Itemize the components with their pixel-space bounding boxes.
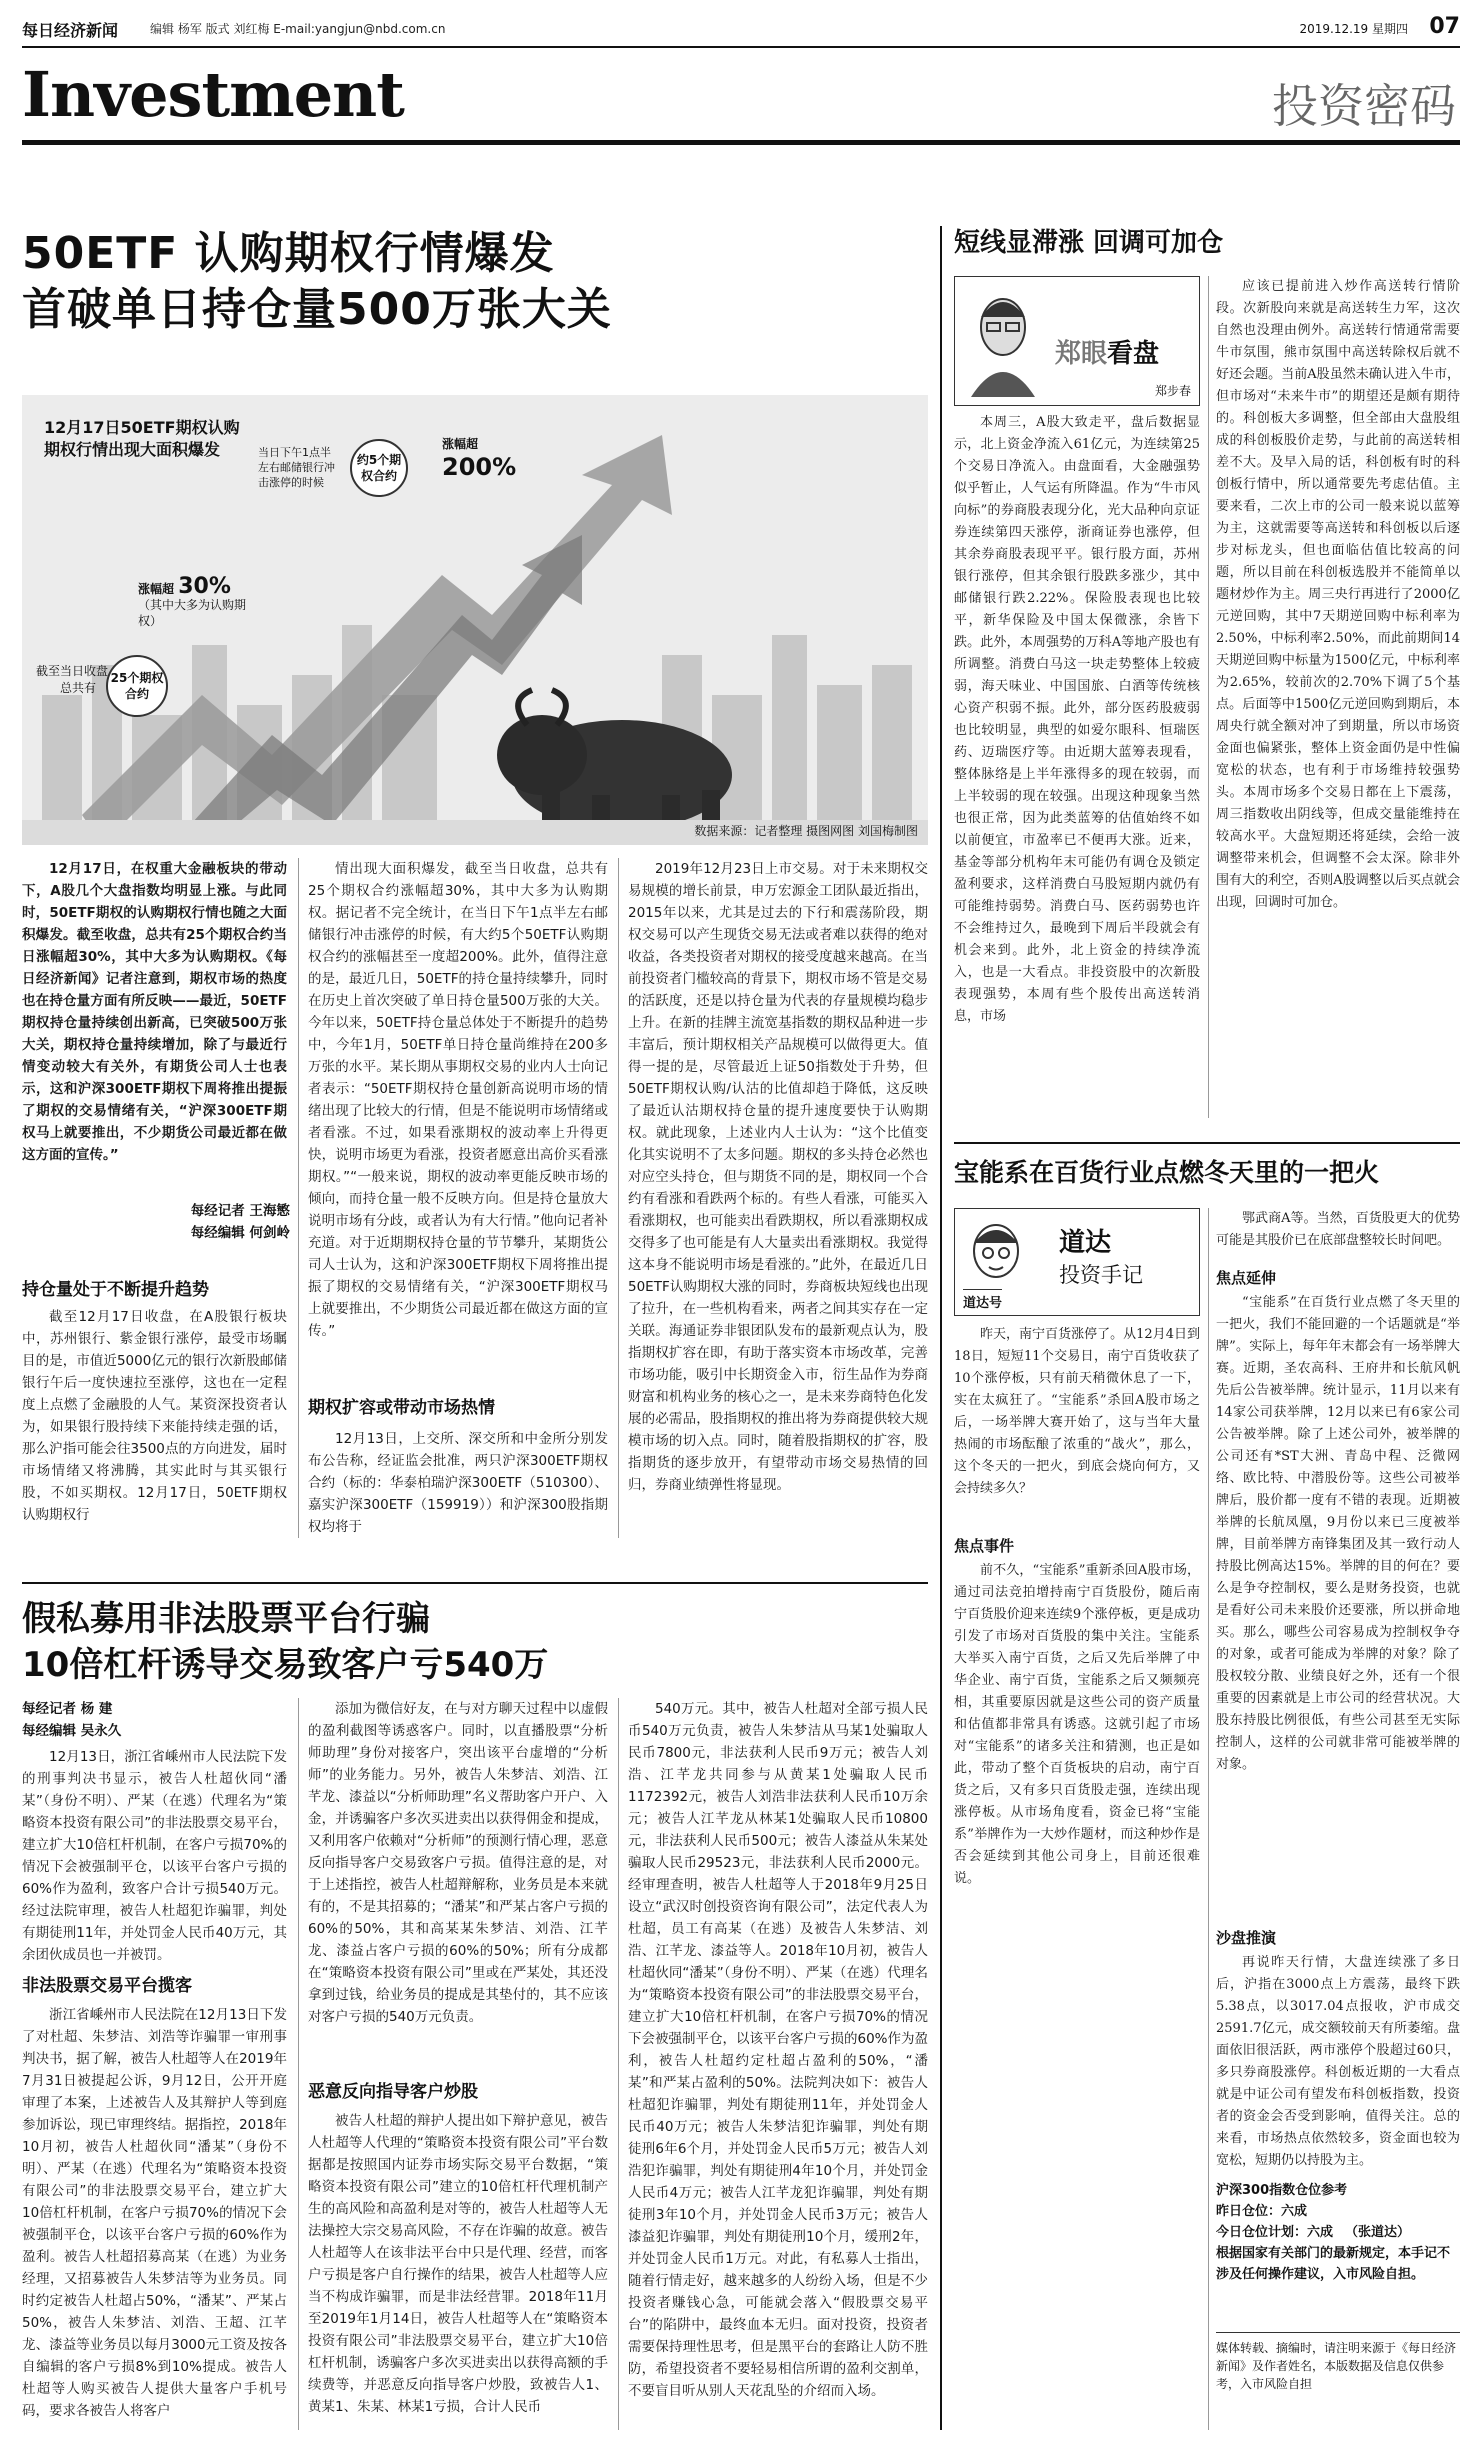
fraud-subhead-2: 恶意反向指导客户炒股 <box>308 2082 478 2102</box>
column2-col2b-text: “宝能系”在百货行业点燃了冬天里的一把火，我们不能回避的一个话题就是“举牌”。实际上，每年年末都会有一场举牌大赛。近期，圣农高科、王府井和长航风帆先后公告被举牌。统计显示，11月以来有14家公司获举牌，12月以来已有6家公司公告被举牌。除了上述公司外，被举牌的公司还有*ST大洲、青岛中程、泛微网络、欧比特、中潜股份等。这些公司被举牌后，股价都一度有不错的表现。近期被举牌的长航凤凰，9月份以来已三度被举牌，目前举牌方南锋集团及其一致行动人持股比例高达15%。举牌的目的何在？要么是争夺控制权，要么是财务投资，也就是看好公司未来股价还要涨，所以拼命地买。那么，哪些公司容易成为控制权争夺的对象，或者可能成为举牌的对象？除了股权较分散、业绩良好之外，还有一个很重要的因素就是上市公司的经营状况。大股东持股比例很低，有些公司甚至无实际控制人，这样的公司就非常可能被举牌的对象。 <box>1216 1295 1460 1772</box>
story-separator <box>22 1582 928 1584</box>
reference-today-label: 今日仓位计划：六成 <box>1216 2225 1334 2240</box>
label-d-value: 200% <box>442 453 517 481</box>
label-a-line1: 截至当日收盘 <box>36 664 109 678</box>
fraud-col2-text: 添加为微信好友，在与对方聊天过程中以虚假的盈利截图等诱惑客户。同时，以直播股票“分析师助理”身份对接客户，突出该平台虚增的“分析师”的业务能力。另外，被告人朱梦洁、刘浩、江芊龙、漆益以“分析师助理”名义帮助客户开户、入金，并诱骗客户多次买进卖出以获得佣金和提成，又利用客户依赖对“分析师”的预测行情心理，恶意反向指导客户交易致客户亏损。值得注意的是，对于上述指控，被告人杜超辩解称，业务员是本来就有的，不是其招募的；“潘某”和严某占客户亏损的60%的50%，其和高某某朱梦洁、刘浩、江芊龙、漆益占客户亏损的60%的50%；所有分成都在“策略资本投资有限公司”里或在严某处，其还没拿到过钱，给业务员的提成是其垫付的，其不应该对客户亏损的540万元负责。 <box>308 1701 608 2025</box>
section-title-en: Investment <box>22 58 404 131</box>
figure-badge-c: 约5个期权合约 <box>350 439 408 497</box>
column-divider <box>1208 276 1209 1118</box>
figure-label-d <box>442 435 516 481</box>
lead-credits <box>150 1200 290 1244</box>
figure-credit: 数据来源：记者整理 摄图网图 刘国梅制图 <box>694 824 918 838</box>
paper-name: 每日经济新闻 <box>22 21 119 40</box>
figure-title-line2: 期权行情出现大面积爆发 <box>44 440 221 459</box>
column-divider <box>618 858 619 1538</box>
brand-suffix: 投资手记 <box>1059 1263 1143 1287</box>
reference-yesterday: 昨日仓位：六成 <box>1216 2204 1308 2219</box>
lead-headline-line1: 50ETF 认购期权行情爆发 <box>22 228 555 279</box>
column2-col1b-text: 前不久，“宝能系”重新杀回A股市场，通过司法竞拍增持南宁百货股份，随后南宁百货股价迎来连续9个涨停板，更是成功引发了市场对百货股的集中关注。宝能系大举买入南宁百货，之后又先后举牌了中华企业、南宁百货，宝能系之后又频频亮相，其重要原因就是这些公司的资产质量和估值都非常具有诱惑。这就引起了市场对“宝能系”的诸多关注和猜测，也正是如此，带动了整个百货板块的启动，南宁百货之后，又有多只百货股走强，连续出现涨停板。从市场角度看，资金已将“宝能系”举牌作为一大炒作题材，而这种炒作是否会延续到其他公司身上，目前还很难说。 <box>954 1563 1200 1886</box>
lead-headline <box>22 226 922 338</box>
column2-brand-box <box>954 1208 1200 1316</box>
masthead <box>22 14 1460 48</box>
lead-col1-body <box>22 1306 287 1538</box>
lead-editor: 每经编辑 何剑岭 <box>190 1225 290 1241</box>
reference-title: 沪深300指数仓位参考 <box>1216 2183 1348 2198</box>
figure-label-a <box>36 663 108 697</box>
label-b-value: 30% <box>178 574 231 599</box>
column-divider <box>298 1698 299 2430</box>
fraud-reporter: 每经记者 杨 建 <box>22 1701 113 1717</box>
fraud-credits <box>22 1698 121 1742</box>
page-number: 07 <box>1429 14 1460 39</box>
column2-subhead-2: 焦点延伸 <box>1216 1269 1277 1287</box>
column-divider <box>618 1698 619 2430</box>
fraud-intro <box>22 1746 287 1966</box>
reference-author: （张道达） <box>1345 2225 1411 2240</box>
lead-reporter: 每经记者 王海慜 <box>190 1203 290 1219</box>
label-a-line2: 总共有 <box>60 681 97 695</box>
column1-col2-body <box>1216 276 1460 1118</box>
column2-headline: 宝能系在百货行业点燃冬天里的一把火 <box>954 1158 1380 1187</box>
fraud-editor: 每经编辑 吴永久 <box>22 1723 122 1739</box>
label-c-line2: 左右邮储银行冲 <box>258 461 335 474</box>
fraud-headline <box>22 1596 928 1688</box>
fraud-col2b-body <box>308 2110 608 2430</box>
issue-date: 2019.12.19 星期四 <box>1299 22 1408 36</box>
column-divider <box>298 858 299 1538</box>
lead-figure <box>22 395 928 845</box>
figure-label-c <box>258 445 335 490</box>
label-c-line3: 击涨停的时候 <box>258 476 324 489</box>
reference-today <box>1216 2222 1460 2243</box>
columnist-portrait <box>963 287 1043 397</box>
column2-col1-body <box>954 1324 1200 1524</box>
lead-summary <box>22 858 287 1200</box>
lead-subhead-2: 期权扩容或带动市场热情 <box>308 1398 495 1418</box>
fraud-col3-text: 540万元。其中，被告人杜超对全部亏损人民币540万元负责，被告人朱梦洁从马某1处骗取人民币7800元，非法获利人民币9万元；被告人刘浩、江芊龙共同参与从黄某1处骗取人民币1172392元，被告人刘浩非法获利人民币10万余元；被告人江芊龙从林某1处骗取人民币10800元，非法获利人民币500元；被告人漆益从朱某处骗取人民币29523元，非法获利人民币2000元。经审理查明，被告人杜超等人于2018年9月25日设立“武汉时创投资咨询有限公司”，法定代表人为杜超，员工有高某（在逃）及被告人朱梦洁、刘浩、江芊龙、漆益等人。2018年10月初，被告人杜超伙同“潘某”（身份不明）、严某（在逃）代理名为“策略资本投资有限公司”的非法股票交易平台，建立扩大10倍杠杆机制，在客户亏损70%的情况下会被强制平仓，以该平台客户亏损的60%作为盈利，被告人杜超约定杜超占盈利的50%，“潘某”和严某占盈利的50%。法院判决如下：被告人杜超犯诈骗罪，判处有期徒刑11年，并处罚金人民币40万元；被告人朱梦洁犯诈骗罪，判处有期徒刑6年6个月，并处罚金人民币5万元；被告人刘浩犯诈骗罪，判处有期徒刑4年10个月，并处罚金人民币4万元；被告人江芊龙犯诈骗罪，判处有期徒刑3年10个月，并处罚金人民币3万元；被告人漆益犯诈骗罪，判处有期徒刑10个月，缓刑2年，并处罚金人民币1万元。对此，有私募人士指出，随着行情走好，越来越多的人纷纷入场，但是不少投资者赚钱心急，可能就会落入“假股票交易平台”的陷阱中，最终血本无归。面对投资，投资者需要保持理性思考，但是黑平台的套路让人防不胜防，希望投资者不要轻易相信所谓的盈利交割单，不要盲目听从别人天花乱坠的介绍而入场。 <box>628 1701 928 2399</box>
lead-col2-body <box>308 858 608 1346</box>
column2-subhead-1: 焦点事件 <box>954 1537 1015 1555</box>
column1-brand <box>1055 333 1159 370</box>
figure-badge-a: 25个期权合约 <box>106 655 168 717</box>
lead-col3-text: 2019年12月23日上市交易。对于未来期权交易规模的增长前景，申万宏源金工团队最近指出，2015年以来，尤其是过去的下行和震荡阶段，期权交易可以产生现货交易无法或者难以获得的绝对收益，各类投资者对期权的接受度越来越高。在当前投资者门槛较高的背景下，期权市场不管是交易的活跃度，还是以持仓量为代表的存量规模均稳步上升。在新的挂牌主流宽基指数的期权品种进一步丰富后，预计期权相关产品规模可以做得更大。值得一提的是，尽管最近上证50指数处于升势，但50ETF期权认购/认沽的比值却趋于降低，这反映了最近认沽期权持仓量的提升速度要快于认购期权。就此现象，上述业内人士认为：“这个比值变化其实说明不了太多问题。期权的多头持仓必然也对应空头持仓，但与期货不同的是，期权同一个合约有看涨和看跌两个标的。有些人看涨，可能买入看涨期权，也可能卖出看跌期权，所以看涨期权成交得多了也可能是有人大量卖出看涨期权。我觉得这本身不能说明市场是看涨的。”此外，在最近几日50ETF认购期权大涨的同时，券商板块短线也出现了拉升，在一些机构看来，两者之间其实存在一定关联。海通证券非银团队发布的最新观点认为，股指期权扩容在即，有助于落实资本市场改革，完善市场功能，吸引中长期资金入市，衍生品作为券商财富和机构业务的核心之一，是未来券商特色化发展的必需品，股指期权的推出将为券商提供较大规模市场的切入点。同时，随着股指期权的扩容，股指期货的逐步放开，有望带动市场交易热情的回归，券商业绩弹性将显现。 <box>628 861 928 1493</box>
fraud-col3-body <box>628 1698 928 2430</box>
fraud-subhead-1: 非法股票交易平台揽客 <box>22 1976 192 1996</box>
column-divider <box>1208 1208 1209 2430</box>
column2-col2b-body <box>1216 1292 1460 1916</box>
label-d-prefix: 涨幅超 <box>442 437 479 451</box>
column1-col1-text: 本周三，A股大致走平，盘后数据显示，北上资金净流入61亿元，为连续第25个交易日净流入。由盘面看，大金融强势似乎暂止，人气运有所降温。作为“牛市风向标”的券商股表现分化，光大品种向京证券连续第四天涨停，浙商证券也涨停，但其余券商股表现平平。银行股方面，苏州银行涨停，但其余银行股跌多涨少，其中邮储银行跌2.22%。保险股表现也比较平，新华保险及中国太保微涨，余皆下跌。此外，本周强势的万科A等地产股也有所调整。消费白马这一块走势整体上较疲弱，海天味业、中国国旅、白酒等传统核心资产积弱不振。此外，部分医药股疲弱也比较明显，典型的如爱尔眼科、恒瑞医药、迈瑞医疗等。由近期大蓝筹表现看，整体脉络是上半年涨得多的现在较弱，而上半较弱的现在较强。出现这种现象当然也很正常，因为此类蓝筹的估值始终不如以前便宜，市盈率已不便再大涨。近来，基金等部分机构年末可能仍有调仓及锁定盈利要求，这样消费白马股短期内就仍有可能维持弱势。消费白马、医药弱势也许不会维持过久，最晚到下周后半段就会有机会来到。此外，北上资金的持续净流入，也是一大看点。非投资股中的次新股表现强势，本周有些个股传出高送转消息，市场 <box>954 415 1200 1024</box>
fraud-headline-line2: 10倍杠杆诱导交易致客户亏540万 <box>22 1645 549 1685</box>
column2-col2-text: 鄂武商A等。当然，百货股更大的优势可能是其股价已在底部盘整较长时间吧。 <box>1216 1211 1460 1248</box>
column1-col2-text: 应该已提前进入炒作高送转行情阶段。次新股向来就是高送转生力军，这次自然也没理由例外。高送转行情通常需要牛市氛围，熊市氛围中高送转除权后就不好还会题。当前A股虽然未确认进入牛市，但市场对“未来牛市”的期望还是颇有期待的。科创板大多调整，但全部由大盘股组成的科创板股价走势，与此前的高送转相差不大。及早入局的话，科创板有时的科创板行情中，所以通常要先考虑估值。主要来看，二次上市的公司一般来说以蓝筹为主，这就需要等高送转和科创板以后逐步对标龙头，但也面临估值比较高的问题，所以目前在科创板选股并不能简单以题材炒作为主。周三央行再进行了2000亿元逆回购，其中7天期逆回购中标利率为2.50%，中标利率2.50%，而此前期间14天期逆回购中标量为1500亿元，中标利率为2.65%，较前次的2.70%下调了5个基点。后面等中1500亿元逆回购到期后，本周央行就全额对冲了到期量，所以市场资金面也偏紧张，整体上资金面仍是中性偏宽松的状态，也有利于市场维持较强势头。本周市场多个交易日都在上下震荡，周三指数收出阴线等，但成交量能维持在较高水平。大盘短期还将延续，会给一波调整带来机会，但调整不会太深。除非外围有大的利空，否则A股调整以后买点就会出现，回调时可加仓。 <box>1216 279 1460 910</box>
column1-author: 郑步春 <box>1154 384 1191 398</box>
column2-brand <box>1059 1227 1143 1291</box>
lead-col2b-body <box>308 1428 608 1538</box>
column2-col1-text: 昨天，南宁百货涨停了。从12月4日到18日，短短11个交易日，南宁百货收获了10个涨停板，只有前天稍微休息了一下，实在太疯狂了。“宝能系”杀回A股市场之后，一场举牌大赛开始了，这与当年大量热闹的市场酝酿了浓重的“战火”，那么，这个冬天的一把火，到底会烧向何方，又会持续多久？ <box>954 1327 1200 1496</box>
lead-col2-text: 情出现大面积爆发，截至当日收盘，总共有25个期权合约涨幅超30%，其中大多为认购期权。据记者不完全统计，在当日下午1点半左右邮储银行冲击涨停的时候，有大约5个50ETF认购期权合约的涨幅甚至一度超200%。此外，值得注意的是，最近几日，50ETF的持仓量持续攀升，同时在历史上首次突破了单日持仓量500万张的大关。今年以来，50ETF持仓量总体处于不断提升的趋势中，今年1月，50ETF单日持仓量尚维持在200多万张的水平。某长期从事期权交易的业内人士向记者表示：“50ETF期权持仓量创新高说明市场的情绪出现了比较大的行情，但是不能说明市场情绪或者看涨。不过，如果看涨期权的波动率上升得更快，说明市场更为看涨，投资者愿意出高价买看涨期权。”“一般来说，期权的波动率更能反映市场的倾向，而持仓量一般不反映方向。但是持仓量放大说明市场有分歧，或者认为有大行情。”他向记者补充道。对于近期期权持仓量的节节攀升，某期货公司人士认为，这和沪深300ETF期权下周将推出提振了期权的交易情绪有关，“沪深300ETF期权马上就要推出，不少期货公司最近都在做这方面的宣传。” <box>308 861 608 1339</box>
position-reference <box>1216 2180 1460 2285</box>
figure-title-line1: 12月17日50ETF期权认购 <box>44 418 240 437</box>
label-b-note: （其中大多为认购期权） <box>138 598 247 628</box>
column2-col2c-text: 再说昨天行情，大盘连续涨了多日后，沪指在3000点上方震荡，最终下跌5.38点，以3017.04点报收，沪市成交2591.7亿元，成交额较前天有所萎缩。盘面依旧很活跃，两市涨停个股超过60只，多只券商股涨停。科创板近期的一大看点就是中证公司有望发布科创板指数，投资者的资金会否受到影响，值得关注。总的来看，市场热点依然较多，资金面也较为宽松，短期仍以持股为主。 <box>1216 1955 1460 2168</box>
column2-logo: 道达号 <box>963 1289 1002 1311</box>
disclaimer: 媒体转载、摘编时，请注明来源于《每日经济新闻》及作者姓名，本版数据及信息仅供参考，入市风险自担 <box>1216 2332 1460 2393</box>
section-rule <box>22 140 1460 145</box>
lead-col1-text: 截至12月17日收盘，在A股银行板块中，苏州银行、紫金银行涨停，最受市场瞩目的是，市值近5000亿元的银行次新股邮储银行午后一度快速拉至涨停，这也在一定程度上点燃了金融股的人气。某资深投资者认为，如果银行股持续下来能持续走强的话，那么沪指可能会往3500点的方向进发，届时市场情绪又将沸腾，其实此时与其买银行股，不如买期权。12月17日，50ETF期权认购期权行 <box>22 1309 287 1523</box>
reference-note: 根据国家有关部门的最新规定，本手记不涉及任何操作建议，入市风险自担。 <box>1216 2246 1451 2282</box>
lead-col2b-text: 12月13日，上交所、深交所和中金所分别发布公告称，经证监会批准，两只沪深300ETF期权合约（标的：华泰柏瑞沪深300ETF（510300）、嘉实沪深300ETF（159919））和沪深300股指期权均将于 <box>308 1431 608 1535</box>
figure-label-b <box>138 574 248 629</box>
masthead-meta: 编辑 杨军 版式 刘红梅 E-mail:yangjun@nbd.com.cn <box>150 22 446 36</box>
column2-col1b-body <box>954 1560 1200 2430</box>
lead-headline-line2: 首破单日持仓量500万张大关 <box>22 284 612 335</box>
rail-divider <box>940 226 942 2430</box>
fraud-col2-body <box>308 1698 608 2050</box>
column1-headline: 短线显滞涨 回调可加仓 <box>954 228 1224 258</box>
column2-col2-body <box>1216 1208 1460 1252</box>
section-title-cn: 投资密码 <box>1272 79 1456 133</box>
fraud-col2b-text: 被告人杜超的辩护人提出如下辩护意见，被告人杜超等人代理的“策略资本投资有限公司”平台数据都是按照国内证券市场实际交易平台数据，“策略资本投资有限公司”建立的10倍杠杆代理机制产生的高风险和高盈利是对等的，被告人杜超等人无法操控大宗交易高风险，不存在诈骗的故意。被告人杜超等人在该非法平台中只是代理、经营，而客户亏损是客户自行操作的结果，被告人杜超等人应当不构成诈骗罪，而是非法经营罪。2018年11月至2019年1月14日，被告人杜超等人在“策略资本投资有限公司”非法股票交易平台，建立扩大10倍杠杆机制，诱骗客户多次买进卖出以获得高额的手续费等，并恶意反向指导客户炒股，致被告人1、黄某1、朱某、林某1亏损，合计人民币 <box>308 2113 608 2415</box>
fraud-col1-body <box>22 2004 287 2430</box>
brand-name: 郑眼 <box>1055 339 1108 369</box>
lead-col3-body <box>628 858 928 1538</box>
masthead-rule <box>22 46 1460 48</box>
fraud-headline-line1: 假私募用非法股票平台行骗 <box>22 1599 430 1639</box>
column2-subhead-3: 沙盘推演 <box>1216 1929 1277 1947</box>
label-b-prefix: 涨幅超 <box>138 582 175 596</box>
label-c-line1: 当日下午1点半 <box>258 446 331 459</box>
brand-name: 道达 <box>1059 1228 1112 1258</box>
fraud-intro-text: 12月13日，浙江省嵊州市人民法院下发的刑事判决书显示，被告人杜超伙同“潘某”（身份不明）、严某（在逃）代理名为“策略资本投资有限公司”的非法股票交易平台，建立扩大10倍杠杆机制，在客户亏损70%的情况下会被强制平仓，以该平台客户亏损的60%作为盈利，致客户合计亏损540万元。经过法院审理，被告人杜超犯诈骗罪，判处有期徒刑11年，并处罚金人民币40万元，其余团伙成员也一并被罚。 <box>22 1749 287 1963</box>
brand-suffix: 看盘 <box>1107 339 1160 369</box>
column2-col2c-body <box>1216 1952 1460 2172</box>
fraud-col1-text: 浙江省嵊州市人民法院在12月13日下发了对杜超、朱梦洁、刘浩等诈骗罪一审刑事判决书，据了解，被告人杜超等人在2019年7月31日被提起公诉，9月12日，公开开庭审理了本案，上述被告人及其辩护人等到庭参加诉讼，现已审理终结。据指控，2018年10月初，被告人杜超伙同“潘某”（身份不明）、严某（在逃）代理名为“策略资本投资有限公司”的非法股票交易平台，建立扩大10倍杠杆机制，在客户亏损70%的情况下会被强制平仓，以该平台客户亏损的60%作为盈利。被告人杜超招募高某（在逃）为业务经理，又招募被告人朱梦洁等为业务员。同时约定被告人杜超占50%，“潘某”、严某占50%，被告人朱梦洁、刘浩、王超、江芊龙、漆益等业务员以每月3000元工资及按各自编辑的客户亏损8%到10%提成。被告人杜超等人购买被告人提供大量客户手机号码，要求各被告人将客户 <box>22 2007 287 2419</box>
lead-subhead-1: 持仓量处于不断提升趋势 <box>22 1280 209 1300</box>
story-separator <box>954 1142 1460 1144</box>
figure-title <box>44 417 240 461</box>
column1-col1-body <box>954 412 1200 1118</box>
column1-brand-box <box>954 276 1200 406</box>
lead-summary-text: 12月17日，在权重大金融板块的带动下，A股几个大盘指数均明显上涨。与此同时，50ETF期权的认购期权行情也随之大面积爆发。截至收盘，总共有25个期权合约当日涨幅超30%，其中大多为认购期权。《每日经济新闻》记者注意到，期权市场的热度也在持仓量方面有所反映——最近，50ETF期权持仓量持续创出新高，已突破500万张大关，期权持仓量持续增加，除了与最近行情变动较大有关外，有期货公司人士也表示，这和沪深300ETF期权下周将推出提振了期权的交易情绪有关，“沪深300ETF期权马上就要推出，不少期货公司最近都在做这方面的宣传。” <box>22 861 287 1163</box>
